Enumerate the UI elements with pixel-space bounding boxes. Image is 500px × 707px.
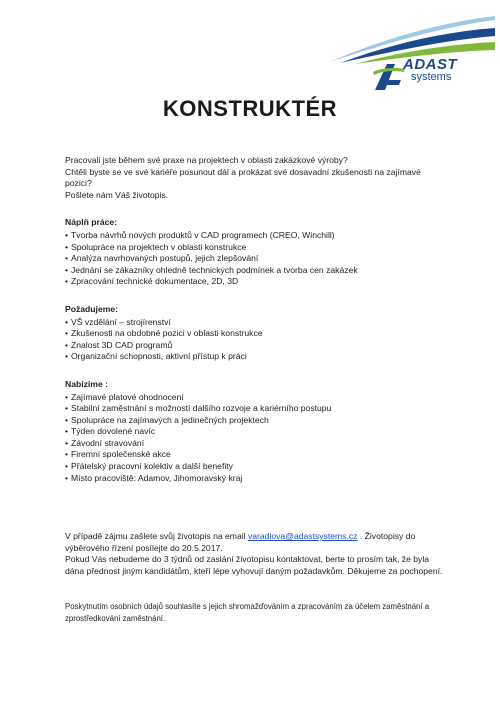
page-title: KONSTRUKTÉR — [162, 96, 338, 121]
email-link[interactable]: varadiova@adastsystems.cz — [247, 531, 358, 541]
list-item: • Zpracování technické dokumentace, 2D, 3D — [65, 276, 445, 288]
list-item: • Jednání se zákazníky ohledně technických podmínek a tvorba cen zakázek — [65, 265, 445, 277]
intro-line: Chtěli byste se ve své kariéře posunout dál a prokázat své dosavadní zkušenosti na zajímavé pozici? — [65, 166, 421, 189]
intro-line: Pracovali jste během své praxe na projektech v oblasti zakázkové výroby? — [65, 155, 348, 165]
application-instructions — [65, 531, 447, 554]
intro-block — [65, 155, 445, 201]
posting-body — [65, 155, 445, 484]
section-offer — [65, 379, 445, 484]
list-item: • Firemní společenské akce — [65, 449, 445, 461]
list-item: • Stabilní zaměstnání s možností dalšího rozvoje a kariérního postupu — [65, 403, 445, 415]
section-heading: Požadujeme: — [65, 303, 119, 314]
list-item: • Závodní stravování — [65, 438, 445, 450]
instructions-text: V případě zájmu zašlete svůj životopis na email — [65, 531, 248, 541]
response-notice: Pokud Vás nebudeme do 3 týdnů od zaslání životopisu kontaktovat, berte to prosím tak, že byla dána přednost jiným kandidátům, kteří lépe vyhovují daným požadavkům. Děkujeme za pochopení. — [65, 554, 443, 576]
closing-block — [65, 531, 447, 577]
list-item: • Místo pracoviště: Adamov, Jihomoravský kraj — [65, 473, 445, 485]
list-item: • Zajímavé platové ohodnocení — [65, 392, 445, 404]
list-item: • Spolupráce na zajímavých a jedinečných projektech — [65, 415, 445, 427]
section-heading: Nabízíme : — [65, 378, 108, 389]
requirements-list — [65, 317, 445, 363]
instructions-deadline: . Životopisy do výběrového řízení posílejte do 20.5.2017. — [65, 531, 416, 553]
company-logo — [403, 57, 457, 83]
logo-name: ADAST — [403, 56, 458, 73]
list-item: • Znalost 3D CAD programů — [65, 340, 445, 352]
list-item: • Tvorba návrhů nových produktů v CAD programech (CREO, Winchill) — [65, 230, 445, 242]
duties-list — [65, 230, 445, 288]
list-item: • Zkušenosti na obdobné pozici v oblasti konstrukce — [65, 328, 445, 340]
intro-line: Pošlete nám Váš životopis. — [65, 189, 169, 200]
list-item: • VŠ vzdělání – strojírenství — [65, 317, 445, 329]
list-item: • Analýza navrhovaných postupů, jejich zlepšování — [65, 253, 445, 265]
logo-subtitle: systems — [411, 71, 452, 83]
offer-list — [65, 392, 445, 485]
list-item: • Organizační schopnosti, aktivní přístup k práci — [65, 351, 445, 363]
list-item: • Přátelský pracovní kolektiv a další benefity — [65, 461, 445, 473]
section-requirements — [65, 304, 445, 363]
privacy-consent-note: Poskytnutím osobních údajů souhlasíte s jejich shromažďováním a zpracováním za účelem zaměstnání a zprostředkování zaměstnání. — [65, 602, 430, 623]
section-job-duties — [65, 217, 445, 288]
section-heading: Náplň práce: — [65, 217, 118, 228]
list-item: • Spolupráce na projektech v oblasti konstrukce — [65, 242, 445, 254]
list-item: • Týden dovolené navíc — [65, 426, 445, 438]
